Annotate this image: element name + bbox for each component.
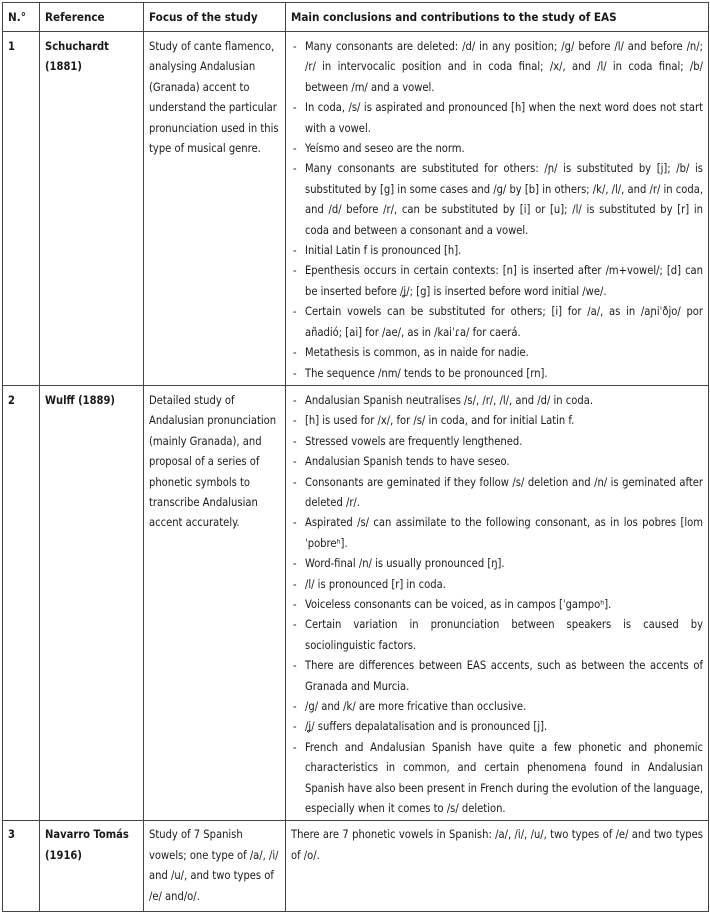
list-item: - Word-final /n/ is usually pronounced [ŋ]. xyxy=(305,554,703,574)
table-row xyxy=(3,32,709,386)
row-number: 3 xyxy=(3,821,40,912)
list-item: - Initial Latin f is pronounced [h]. xyxy=(305,241,703,261)
row-reference: Wulff (1889) xyxy=(40,385,144,821)
row-reference: Navarro Tomás (1916) xyxy=(40,821,144,912)
list-item: - French and Andalusian Spanish have quite a few phonetic and phonemic characteristics in common, and certain phenomena found in Andalusian Spanish have also been present in French during the evolution of the language, especially when it comes to /s/ deletion. xyxy=(305,738,703,820)
row-conclusions xyxy=(286,385,709,821)
conclusion-list xyxy=(291,391,703,820)
row-reference: Schuchardt (1881) xyxy=(40,32,144,386)
header-reference: Reference xyxy=(40,3,144,32)
list-item: - Consonants are geminated if they follow /s/ deletion and /n/ is geminated after deleted /r/. xyxy=(305,473,703,514)
list-item: - Many consonants are deleted: /d/ in any position; /g/ before /l/ and before /n/; /r/ in intervocalic position and in coda final; /x/, and /l/ in coda final; /b/ between /m/ and a vowel. xyxy=(305,37,703,98)
table-row xyxy=(3,821,709,912)
list-item: - There are differences between EAS accents, such as between the accents of Granada and Murcia. xyxy=(305,656,703,697)
conclusion-list xyxy=(291,37,703,384)
list-item: - The sequence /nm/ tends to be pronounced [rn]. xyxy=(305,364,703,384)
list-item: - Certain variation in pronunciation between speakers is caused by sociolinguistic factors. xyxy=(305,615,703,656)
row-focus: Study of cante flamenco, analysing Andalusian (Granada) accent to understand the particular pronunciation used in this type of musical genre. xyxy=(144,32,286,386)
list-item: - Stressed vowels are frequently lengthened. xyxy=(305,432,703,452)
list-item: - /l/ is pronounced [r] in coda. xyxy=(305,575,703,595)
row-focus: Detailed study of Andalusian pronunciation (mainly Granada), and proposal of a series of phonetic symbols to transcribe Andalusian accent accurately. xyxy=(144,385,286,821)
list-item: - Aspirated /s/ can assimilate to the following consonant, as in los pobres [lom ˈpobreʰ]. xyxy=(305,513,703,554)
row-focus: Study of 7 Spanish vowels; one type of /a/, /i/ and /u/, and two types of /e/ and/o/. xyxy=(144,821,286,912)
list-item: - [h] is used for /x/, for /s/ in coda, and for initial Latin f. xyxy=(305,411,703,431)
list-item: - Certain vowels can be substituted for others; [i] for /a/, as in /aɲiˈðjo/ por añadió; [ai] for /ae/, as in /kaiˈɾa/ for caerá. xyxy=(305,302,703,343)
list-item: - In coda, /s/ is aspirated and pronounced [h] when the next word does not start with a vowel. xyxy=(305,98,703,139)
row-number: 2 xyxy=(3,385,40,821)
row-conclusions xyxy=(286,32,709,386)
studies-table xyxy=(2,2,709,912)
header-conclusions: Main conclusions and contributions to the study of EAS xyxy=(286,3,709,32)
table-row xyxy=(3,385,709,821)
table-header-row xyxy=(3,3,709,32)
list-item: - Many consonants are substituted for others: /ɲ/ is substituted by [j]; /b/ is substituted by [g] in some cases and /g/ by [b] in others; /k/, /l/, and /r/ in coda, and /d/ before /r/, can be substituted by [i] or [u]; /l/ is substituted by [r] in coda and between a consonant and a vowel. xyxy=(305,159,703,241)
list-item: - Voiceless consonants can be voiced, as in campos [ˈgampoʰ]. xyxy=(305,595,703,615)
header-focus: Focus of the study xyxy=(144,3,286,32)
list-item: - Andalusian Spanish tends to have seseo. xyxy=(305,452,703,472)
row-number: 1 xyxy=(3,32,40,386)
list-item: - Metathesis is common, as in naide for nadie. xyxy=(305,343,703,363)
list-item: - /g/ and /k/ are more fricative than occlusive. xyxy=(305,697,703,717)
header-num: N.° xyxy=(3,3,40,32)
list-item: - /ʝ/ suffers depalatalisation and is pronounced [j]. xyxy=(305,717,703,737)
row-conclusions: There are 7 phonetic vowels in Spanish: /a/, /i/, /u/, two types of /e/ and two types of /o/. xyxy=(286,821,709,912)
list-item: - Andalusian Spanish neutralises /s/, /r/, /l/, and /d/ in coda. xyxy=(305,391,703,411)
list-item: - Yeísmo and seseo are the norm. xyxy=(305,139,703,159)
list-item: - Epenthesis occurs in certain contexts: [n] is inserted after /m+vowel/; [d] can be inserted before /ʝ/; [g] is inserted before word initial /we/. xyxy=(305,261,703,302)
